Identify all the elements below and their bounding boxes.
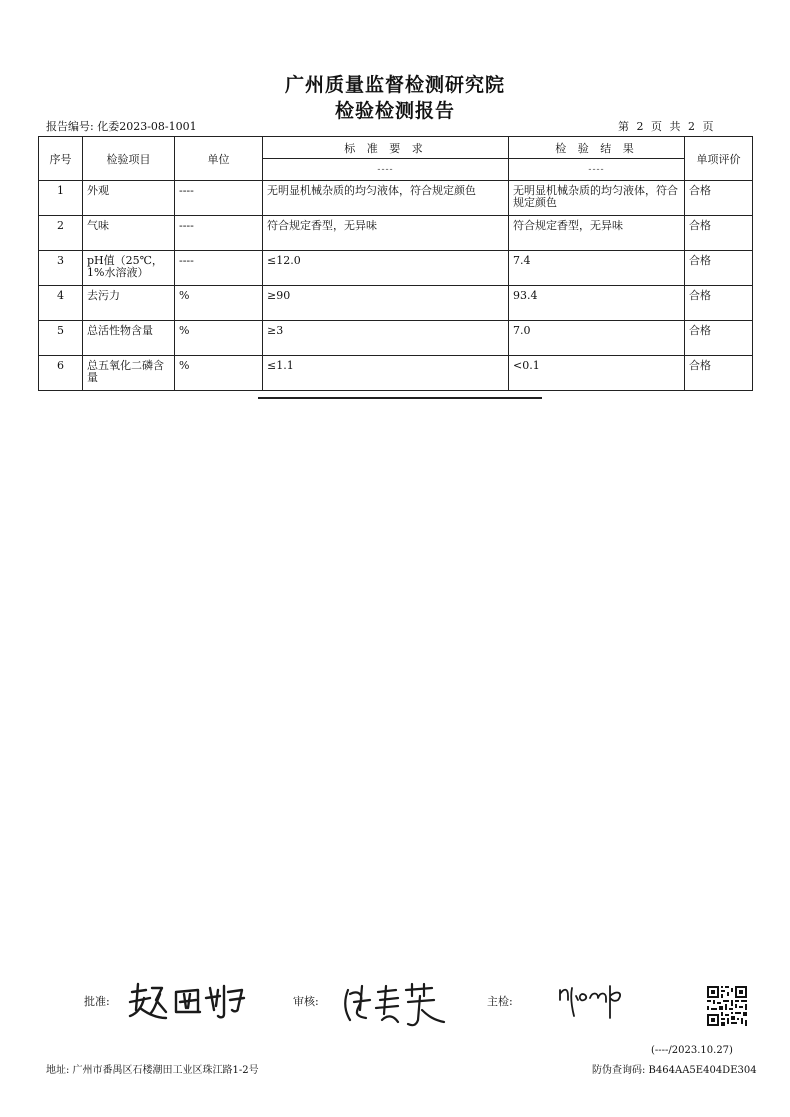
header-no: 序号 [39, 137, 83, 181]
cell-standard: 符合规定香型，无异味 [263, 216, 509, 251]
header-standard: 标 准 要 求 [263, 137, 509, 159]
cell-result: 93.4 [509, 286, 685, 321]
cell-standard: ≥90 [263, 286, 509, 321]
cell-no: 6 [39, 356, 83, 391]
cell-unit: ---- [175, 216, 263, 251]
cell-evaluation: 合格 [685, 286, 753, 321]
cell-standard: ≥3 [263, 321, 509, 356]
qr-code-icon [706, 985, 748, 1027]
header-unit: 单位 [175, 137, 263, 181]
inspect-label: 主检: [487, 995, 513, 1008]
cell-item: pH值（25℃，1%水溶液） [83, 251, 175, 286]
cell-result: 符合规定香型，无异味 [509, 216, 685, 251]
cell-standard: ≤1.1 [263, 356, 509, 391]
table-row [39, 181, 753, 216]
cell-no: 3 [39, 251, 83, 286]
cell-item: 去污力 [83, 286, 175, 321]
cell-unit: % [175, 356, 263, 391]
cell-unit: % [175, 321, 263, 356]
cell-no: 5 [39, 321, 83, 356]
approve-label: 批准: [84, 995, 110, 1008]
cell-no: 4 [39, 286, 83, 321]
cell-result: <0.1 [509, 356, 685, 391]
cell-result: 无明显机械杂质的均匀液体，符合规定颜色 [509, 181, 685, 216]
cell-item: 总活性物含量 [83, 321, 175, 356]
table-row [39, 286, 753, 321]
approver-signature [126, 980, 248, 1022]
review-label: 审核: [293, 995, 319, 1008]
cell-item: 气味 [83, 216, 175, 251]
table-row [39, 356, 753, 391]
cell-evaluation: 合格 [685, 321, 753, 356]
cell-unit: ---- [175, 181, 263, 216]
cell-unit: % [175, 286, 263, 321]
cell-result: 7.4 [509, 251, 685, 286]
cell-unit: ---- [175, 251, 263, 286]
cell-evaluation: 合格 [685, 181, 753, 216]
table-row [39, 321, 753, 356]
cell-evaluation: 合格 [685, 251, 753, 286]
cell-evaluation: 合格 [685, 216, 753, 251]
cell-evaluation: 合格 [685, 356, 753, 391]
header-item: 检验项目 [83, 137, 175, 181]
inspector-signature [556, 982, 632, 1022]
table-row [39, 251, 753, 286]
inspection-table [38, 136, 753, 391]
page-info: 第 2 页 共 2 页 [618, 120, 714, 133]
cell-no: 2 [39, 216, 83, 251]
issue-date: (----/2023.10.27) [651, 1045, 733, 1056]
reviewer-signature [340, 980, 452, 1032]
cell-item: 总五氧化二磷含量 [83, 356, 175, 391]
table-row [39, 216, 753, 251]
report-number: 报告编号: 化委2023-08-1001 [46, 120, 197, 133]
institute-title: 广州质量监督检测研究院 [284, 74, 505, 96]
report-title: 检验检测报告 [334, 100, 455, 122]
header-evaluation: 单项评价 [685, 137, 753, 181]
header-standard-sub: ---- [263, 159, 509, 181]
end-of-table-rule [258, 397, 542, 399]
header-result: 检 验 结 果 [509, 137, 685, 159]
anti-fake-code: 防伪查询码: B464AA5E404DE304 [592, 1065, 757, 1076]
cell-no: 1 [39, 181, 83, 216]
cell-standard: ≤12.0 [263, 251, 509, 286]
cell-result: 7.0 [509, 321, 685, 356]
cell-item: 外观 [83, 181, 175, 216]
header-result-sub: ---- [509, 159, 685, 181]
address: 地址: 广州市番禺区石楼潮田工业区珠江路1-2号 [46, 1065, 259, 1076]
cell-standard: 无明显机械杂质的均匀液体，符合规定颜色 [263, 181, 509, 216]
